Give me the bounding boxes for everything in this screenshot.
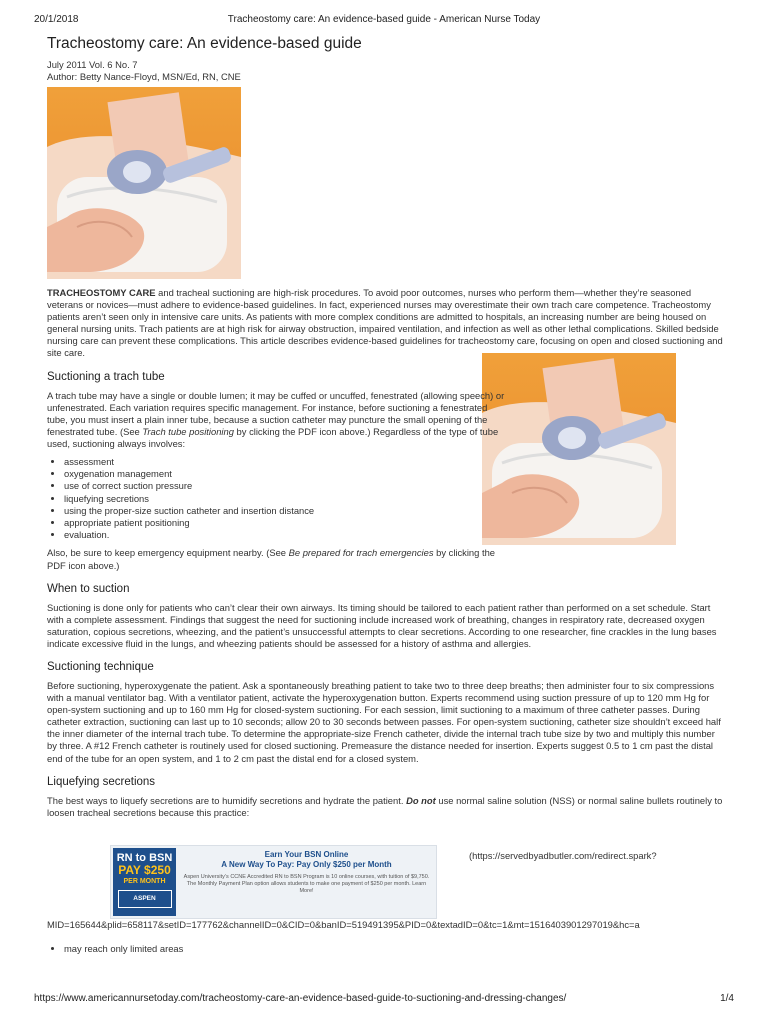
list-item: • use of correct suction pressure [64,480,723,492]
ad-row [47,845,723,919]
article-title: Tracheostomy care: An evidence-based guide [47,35,362,52]
section-heading-liquefying: Liquefying secretions [47,775,156,788]
print-url[interactable]: https://www.americannursetoday.com/tracheostomy-care-an-evidence-based-guide-to-suctioning-and-dressing-changes/ [34,993,567,1004]
ad-banner[interactable] [110,845,437,919]
technique-paragraph: Before suctioning, hyperoxygenate the patient. Ask a spontaneously breathing patient to take two to three deep breaths; then administer four to six compressions with a manual ventilator bag. With a ventilator patient, activate the hyperoxygenation button. Experts recommend using suction pressure of up to 120 mm Hg for open-system suctioning and up to 160 mm Hg for closed-system suctioning. For each session, limit suctioning to a maximum of three catheter passes. During catheter extraction, suctioning can last up to 10 seconds; allow 20 to 30 seconds between passes. For open-system suctioning, catheter size shouldn’t exceed half the inner diameter of the internal trach tube. To determine the appropriate-size French catheter, divide the internal trach tube size by two and multiply this number by three. A #12 French catheter is routinely used for closed suctioning. Premeasure the distance needed for insertion. Experts suggest 0.5 to 1 cm past the distal end of the tube for an open system, and 1 to 2 cm past the distal end for a closed system. [47,680,721,764]
article-issue: July 2011 Vol. 6 No. 7 [47,59,138,70]
list-item: • appropriate patient positioning [64,517,723,529]
article [47,34,723,961]
ad-redirect-params[interactable]: MID=165644&plid=658117&setID=177762&channelID=0&CID=0&banID=519491395&PID=0&textadID=0&tc=1&mt=1516403901297019&hc=a [47,918,640,930]
when-paragraph: Suctioning is done only for patients who can’t clear their own airways. Its timing should be tailored to each patient rather than performed on a set schedule. Start with a complete assessment. Findings that suggest the need for suctioning include increased work of breathing, changes in respiratory rate, decreased oxygen saturation, copious secretions, wheezing, and the patient’s unsuccessful attempts to clear secretions. According to one researcher, fine crackles in the lung bases indicate excessive fluid in the lungs, and wheezing patients should be assessed for a history of asthma and allergies. [47,601,717,649]
list-item: • evaluation. [64,529,723,541]
trach-emergencies-ref: Be prepared for trach emergencies [288,547,434,559]
print-header [34,14,734,28]
ad-redirect-link[interactable]: (https://servedbyadbutler.com/redirect.spark? [469,849,657,861]
list-item: • oxygenation management [64,468,723,480]
trach-photo-main [47,87,241,279]
liquefying-paragraph: The best ways to liquefy secretions are to humidify secretions and hydrate the patient. Do not use normal saline solution (NSS) or normal saline bullets routinely to loosen tracheal secretions because this practice: [47,794,723,818]
article-author: Author: Betty Nance-Floyd, MSN/Ed, RN, CNE [47,71,241,82]
ad-headline-2: A New Way To Pay: Pay Only $250 per Month [221,859,392,869]
suctioning-steps-list [47,456,723,541]
intro-text: and tracheal suctioning are high-risk procedures. To avoid poor outcomes, nurses who perform them—whether they’re seasoned veterans or novices—must adhere to evidence-based guidelines. In fact, experienced nurses may overestimate their own trach care competence. Tracheostomy patients aren’t seen only in intensive care units. As patients with more complex conditions are admitted to hospitals, an increasing number are being housed on general nursing units. Trach patients are at high risk for airway obstruction, impaired ventilation, and infection as well as other lethal complications. Skilled bedside nursing care can prevent these complications. This article describes evidence-based guidelines for tracheostomy care, focusing on open and closed suctioning and site care. [47,287,723,359]
saline-risks-list [47,943,723,955]
ad-rn-line: RN to BSN [116,851,173,864]
emergency-paragraph: Also, be sure to keep emergency equipment nearby. (See Be prepared for trach emergencies by clicking the PDF icon above.) [47,547,496,571]
suctioning-paragraph: A trach tube may have a single or double lumen; it may be cuffed or uncuffed, fenestrated (allowing speech) or unfenestrated. Each variation requires specific management. For instance, before suctioning a fenestrated tube, you must insert a plain inner tube, because a suction catheter may puncture the small opening of the fenestrated tube. (See Trach tube positioning by clicking the PDF icon above.) Regardless of the type of tube used, suctioning always involves: [47,389,505,449]
list-item: • liquefying secretions [64,493,723,505]
intro-lead: TRACHEOSTOMY CARE [47,287,156,298]
ad-pay-line: PAY $250 [118,862,171,877]
list-item: • assessment [64,456,723,468]
list-item: • using the proper-size suction catheter and insertion distance [64,505,723,517]
print-footer [34,993,734,1007]
trach-tube-positioning-ref: Trach tube positioning [142,425,234,437]
section-heading-when: When to suction [47,582,130,595]
section-heading-suctioning: Suctioning a trach tube [47,370,165,383]
ad-copy [183,850,430,895]
ad-headline-1: Earn Your BSN Online [264,849,349,859]
ad-per-line: PER MONTH [123,877,166,885]
ad-small-print: Aspen University’s CCNE Accredited RN to BSN Program is 10 online courses, with tuition of $9,750. The Monthly Payment Plan option allows students to make one payment of $250 per month. Learn More! [183,873,430,894]
intro-paragraph [47,287,723,360]
list-item: • may reach only limited areas [64,943,723,955]
aspen-logo: ASPEN [118,890,172,908]
print-date: 20/1/2018 [34,14,79,25]
print-page-title: Tracheostomy care: An evidence-based guide - American Nurse Today [227,14,541,25]
do-not-emphasis: Do not [406,794,436,806]
ad-offer-panel [113,848,176,916]
page-number: 1/4 [720,993,734,1004]
section-heading-technique: Suctioning technique [47,661,154,674]
